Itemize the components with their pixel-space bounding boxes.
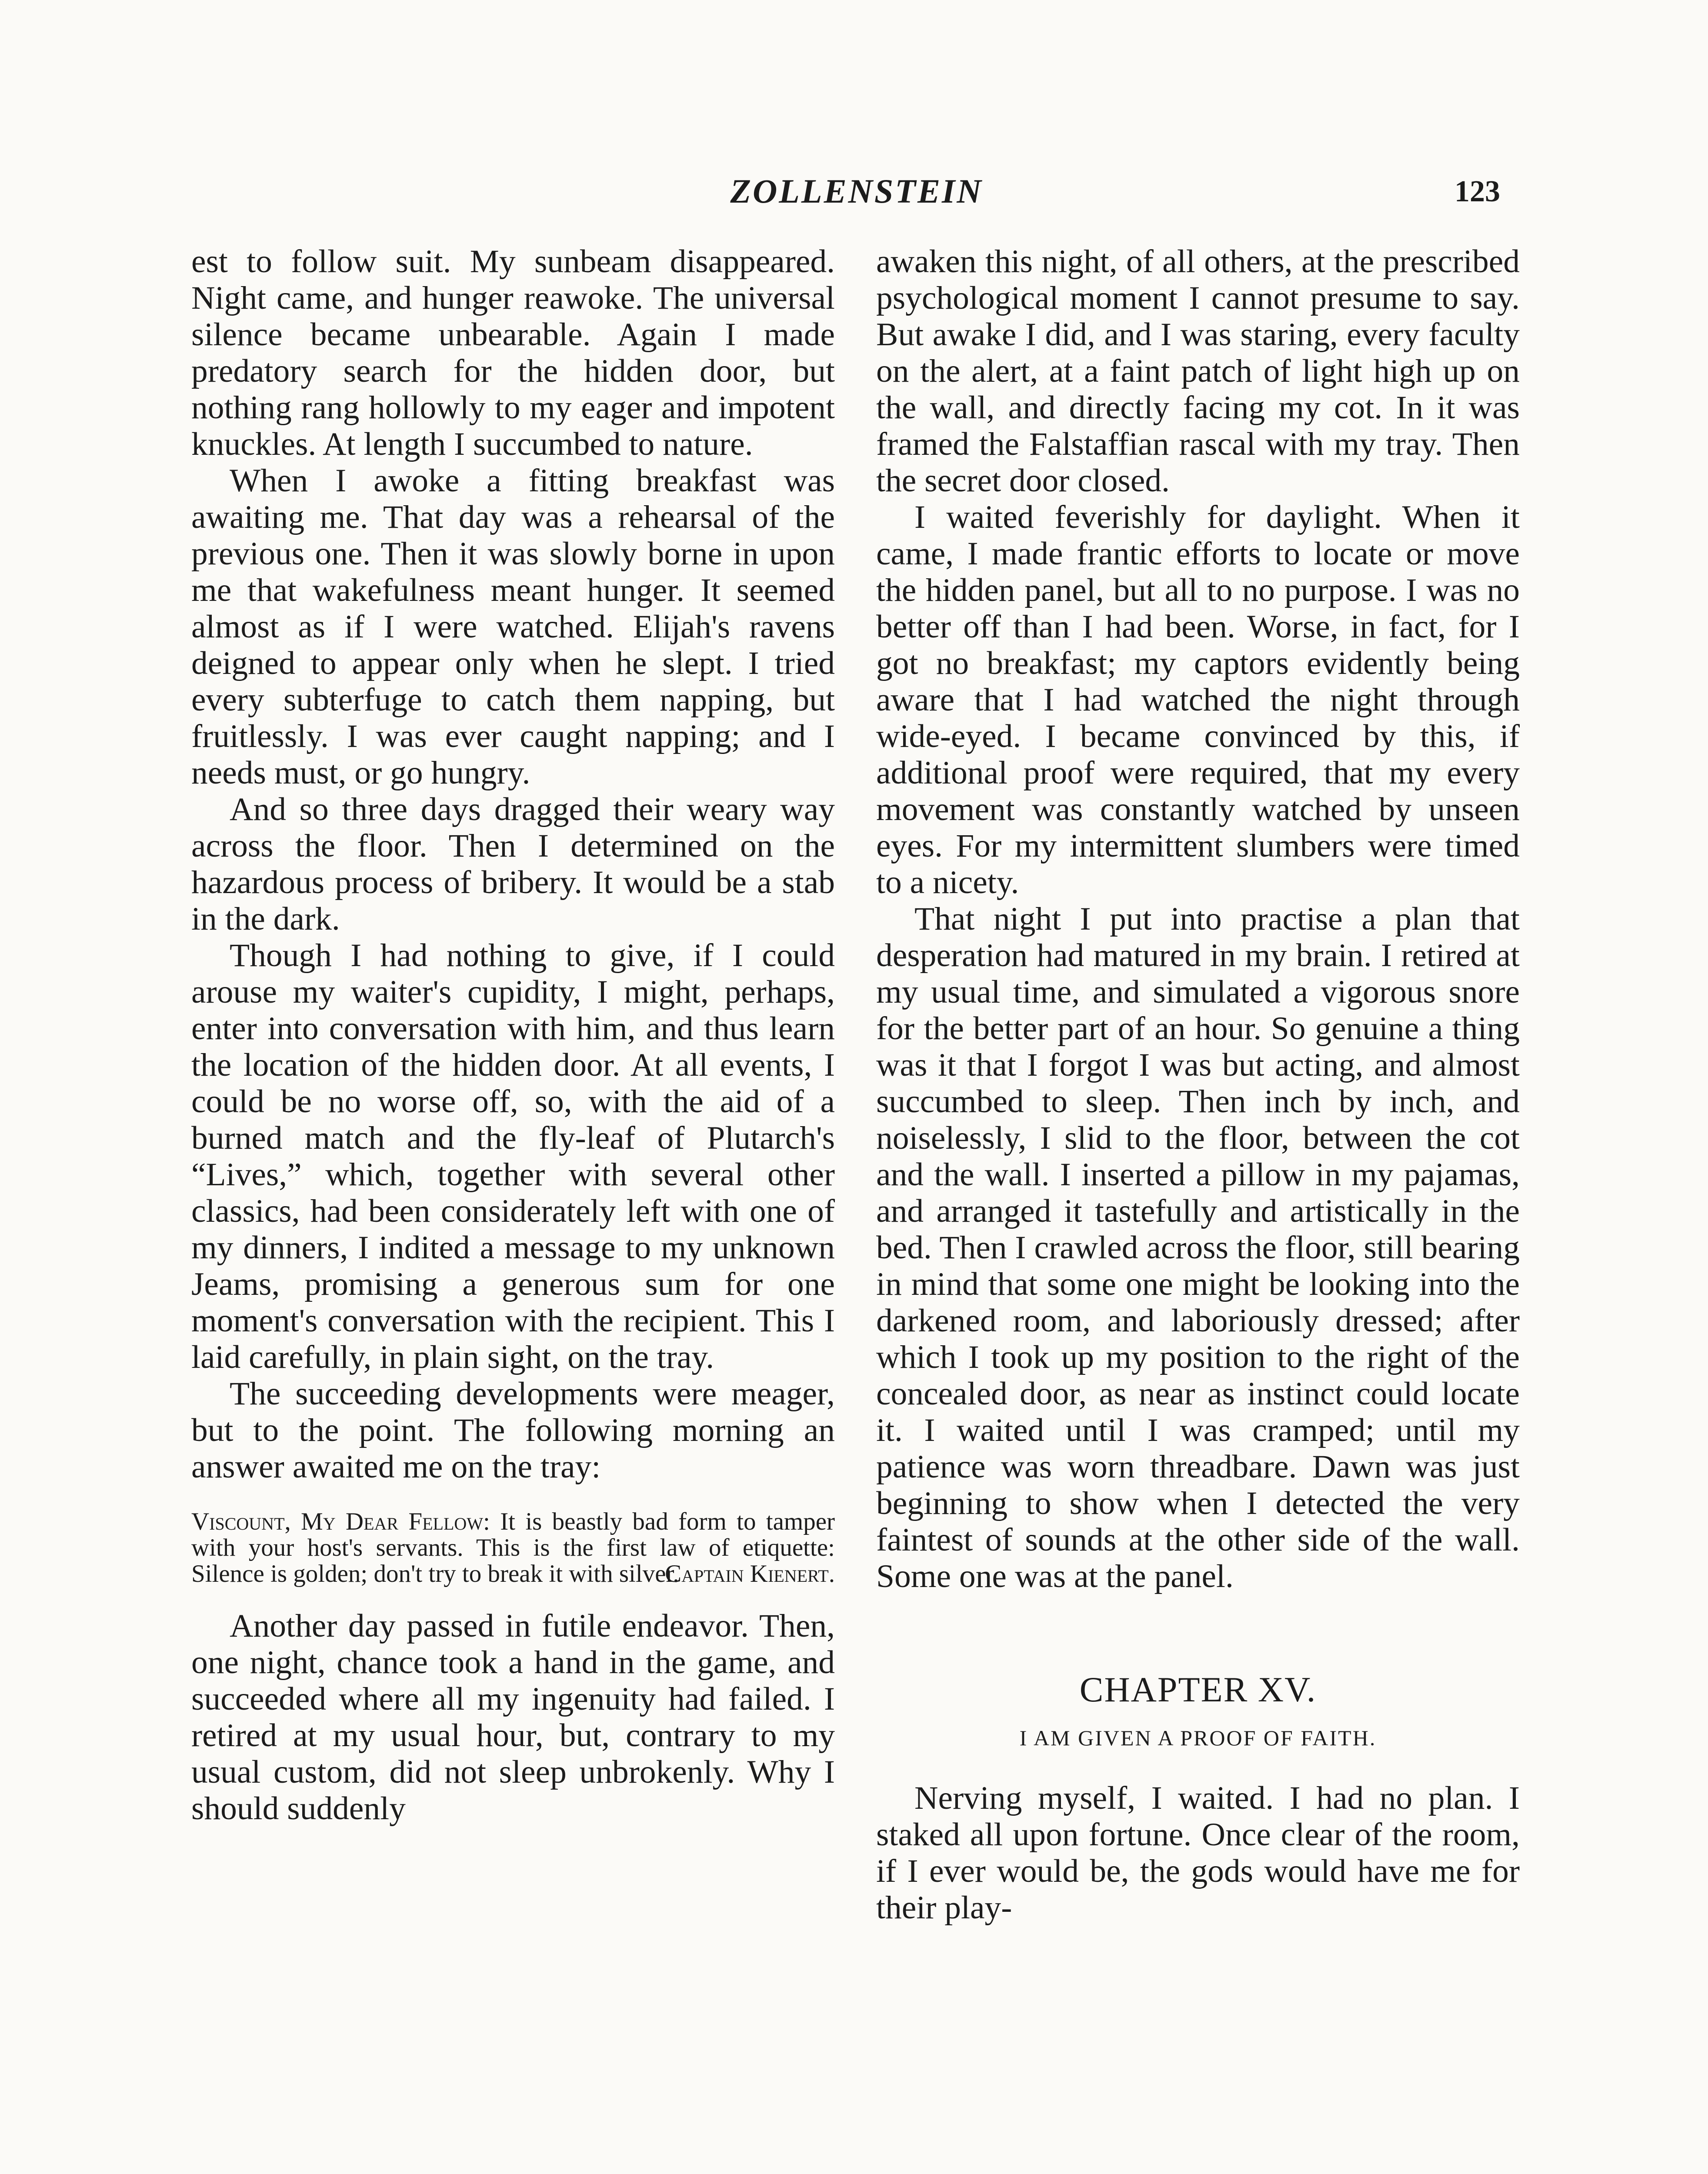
- running-title: ZOLLENSTEIN: [730, 172, 983, 210]
- letter-body: It is beastly bad form to tamper with your host's servants. This is the first law of etiquette: Silence is golden; don't try to break it with silver.: [191, 1508, 835, 1587]
- right-column: [876, 243, 1520, 1926]
- page-number: 123: [1454, 175, 1500, 208]
- paragraph: Another day passed in futile endeavor. Then, one night, chance took a hand in the game, and succeeded where all my ingenuity had failed. I retired at my usual hour, but, contrary to my usual custom, did not sleep unbrokenly. Why I should suddenly: [191, 1608, 835, 1827]
- left-column: [191, 243, 835, 1827]
- letter-signature: Captain Kienert.: [665, 1560, 835, 1587]
- paragraph: awaken this night, of all others, at the prescribed psychological moment I cannot presume to say. But awake I did, and I was staring, every faculty on the alert, at a faint patch of light high up on the wall, and directly facing my cot. In it was framed the Falstaffian rascal with my tray. Then the secret door closed.: [876, 243, 1520, 499]
- paragraph: And so three days dragged their weary way across the floor. Then I determined on the hazardous process of bribery. It would be a stab in the dark.: [191, 791, 835, 937]
- letter-salutation: Viscount, My Dear Fellow:: [191, 1508, 490, 1535]
- chapter-title: CHAPTER XV.: [1079, 1670, 1317, 1709]
- paragraph: Though I had nothing to give, if I could arouse my waiter's cupidity, I might, perhaps, enter into conversation with him, and thus learn the location of the hidden door. At all events, I could be no worse off, so, with the aid of a burned match and the fly-leaf of Plutarch's “Lives,” which, together with several other classics, had been considerately left with one of my dinners, I indited a message to my unknown Jeams, promising a generous sum for one moment's conversation with the recipient. This I laid carefully, in plain sight, on the tray.: [191, 937, 835, 1375]
- paragraph: Nerving myself, I waited. I had no plan. I staked all upon fortune. Once clear of the room, if I ever would be, the gods would have me for their play-: [876, 1780, 1520, 1926]
- paragraph: I waited feverishly for daylight. When it came, I made frantic efforts to locate or move the hidden panel, but all to no purpose. I was no better off than I had been. Worse, in fact, for I got no breakfast; my captors evidently being aware that I had watched the night through wide-eyed. I became convinced by this, if additional proof were required, that my every movement was constantly watched by unseen eyes. For my intermittent slumbers were timed to a nicety.: [876, 499, 1520, 900]
- inset-letter: [191, 1509, 835, 1587]
- paragraph: That night I put into practise a plan that desperation had matured in my brain. I retired at my usual time, and simulated a vigorous snore for the better part of an hour. So genuine a thing was it that I forgot I was but acting, and almost succumbed to sleep. Then inch by inch, and noiselessly, I slid to the floor, between the cot and the wall. I inserted a pillow in my pajamas, and arranged it tastefully and artistically in the bed. Then I crawled across the floor, still bearing in mind that some one might be looking into the darkened room, and laboriously dressed; after which I took up my position to the right of the concealed door, as near as instinct could locate it. I waited until I was cramped; until my patience was worn threadbare. Dawn was just beginning to show when I detected the very faintest of sounds at the other side of the wall. Some one was at the panel.: [876, 901, 1520, 1594]
- paragraph: The succeeding developments were meager, but to the point. The following morning an answer awaited me on the tray:: [191, 1376, 835, 1485]
- chapter-subtitle: I AM GIVEN A PROOF OF FAITH.: [1019, 1726, 1377, 1750]
- chapter-heading: [876, 1669, 1520, 1753]
- paragraph: When I awoke a fitting breakfast was awaiting me. That day was a rehearsal of the previous one. Then it was slowly borne in upon me that wakefulness meant hunger. It seemed almost as if I were watched. Elijah's ravens deigned to appear only when he slept. I tried every subterfuge to catch them napping, but fruitlessly. I was ever caught napping; and I needs must, or go hungry.: [191, 463, 835, 791]
- paragraph: est to follow suit. My sunbeam disappeared. Night came, and hunger reawoke. The universal silence became unbearable. Again I made predatory search for the hidden door, but nothing rang hollowly to my eager and impotent knuckles. At length I succumbed to nature.: [191, 243, 835, 462]
- running-head: [0, 172, 1708, 220]
